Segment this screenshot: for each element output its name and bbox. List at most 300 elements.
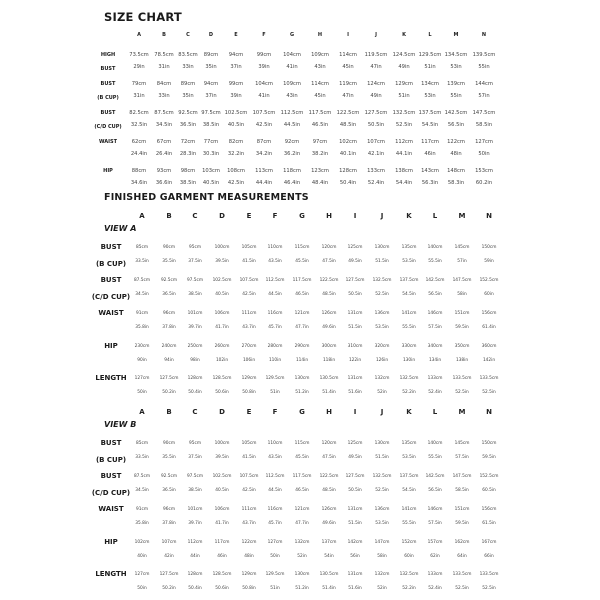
size-header: H xyxy=(326,212,332,220)
cell-in: 35.5in xyxy=(162,455,176,460)
cell-in: 51.4in xyxy=(322,586,336,591)
cell-in: 29in xyxy=(133,64,145,70)
cell-cm: 131cm xyxy=(347,376,363,381)
cell-cm: 340cm xyxy=(427,344,443,349)
size-header: E xyxy=(234,32,238,38)
cell-cm: 102cm xyxy=(134,540,150,545)
finished-garment-title: FINISHED GARMENT MEASUREMENTS xyxy=(104,192,309,203)
cell-in: 60.2in xyxy=(475,180,493,186)
cell-in: 33.5in xyxy=(135,259,149,264)
cell-cm: 122.5cm xyxy=(336,110,360,116)
cell-in: 51.6in xyxy=(348,390,362,395)
cell-in: 57.5in xyxy=(428,325,442,330)
cell-cm: 130.5cm xyxy=(319,376,339,381)
cell-cm: 128cm xyxy=(187,572,203,577)
cell-cm: 99cm xyxy=(228,81,244,87)
cell-cm: 148cm xyxy=(447,168,465,174)
cell-cm: 87.5cm xyxy=(133,278,151,283)
cell-cm: 91cm xyxy=(135,311,149,316)
cell-cm: 117.5cm xyxy=(292,474,312,479)
cell-in: 46.5in xyxy=(311,122,329,128)
cell-in: 118in xyxy=(322,358,336,363)
size-header: J xyxy=(375,32,377,38)
cell-cm: 123cm xyxy=(311,168,329,174)
cell-in: 54in xyxy=(324,554,334,559)
row-label-line: (C/D CUP) xyxy=(94,124,122,130)
cell-in: 34.2in xyxy=(255,151,273,157)
size-header: E xyxy=(246,212,252,220)
cell-cm: 114cm xyxy=(339,52,357,58)
cell-cm: 146cm xyxy=(427,507,443,512)
cell-cm: 102.5cm xyxy=(212,474,232,479)
cell-cm: 120cm xyxy=(321,441,337,446)
cell-in: 40in xyxy=(137,554,147,559)
cell-in: 40.5in xyxy=(215,488,229,493)
cell-in: 32.2in xyxy=(227,151,245,157)
cell-cm: 157cm xyxy=(427,540,443,545)
cell-in: 37.5in xyxy=(188,455,202,460)
cell-in: 54.5in xyxy=(421,122,439,128)
cell-in: 46in xyxy=(217,554,227,559)
cell-cm: 124.5cm xyxy=(392,52,416,58)
cell-cm: 360cm xyxy=(481,344,497,349)
cell-in: 142in xyxy=(482,358,496,363)
size-header: K xyxy=(402,32,406,38)
cell-cm: 82.5cm xyxy=(129,110,149,116)
cell-cm: 97.5cm xyxy=(186,278,204,283)
cell-in: 106in xyxy=(242,358,256,363)
cell-cm: 117cm xyxy=(214,540,230,545)
cell-in: 31in xyxy=(158,64,170,70)
size-header: D xyxy=(219,212,225,220)
cell-in: 50in xyxy=(478,151,490,157)
cell-in: 42.5in xyxy=(227,180,245,186)
cell-in: 37in xyxy=(230,64,242,70)
cell-cm: 133cm xyxy=(427,376,443,381)
cell-cm: 131cm xyxy=(347,311,363,316)
cell-in: 35in xyxy=(182,93,194,99)
cell-in: 54.4in xyxy=(395,180,413,186)
cell-in: 47.7in xyxy=(295,521,309,526)
cell-cm: 112cm xyxy=(187,540,203,545)
cell-cm: 133.5cm xyxy=(479,572,499,577)
cell-cm: 107cm xyxy=(367,139,385,145)
row-label-line: (B CUP) xyxy=(97,95,119,101)
size-header: L xyxy=(432,408,438,416)
cell-cm: 115cm xyxy=(294,245,310,250)
cell-cm: 270cm xyxy=(241,344,257,349)
cell-cm: 156cm xyxy=(481,507,497,512)
cell-in: 55in xyxy=(450,93,462,99)
cell-in: 48.5in xyxy=(322,488,336,493)
cell-cm: 128cm xyxy=(187,376,203,381)
cell-cm: 96cm xyxy=(162,311,176,316)
cell-in: 57in xyxy=(478,93,490,99)
cell-cm: 111cm xyxy=(241,311,257,316)
cell-cm: 88cm xyxy=(131,168,147,174)
cell-in: 51.6in xyxy=(348,586,362,591)
cell-in: 34.5in xyxy=(135,488,149,493)
cell-cm: 82cm xyxy=(228,139,244,145)
cell-in: 56.5in xyxy=(428,488,442,493)
cell-in: 57in xyxy=(457,259,467,264)
cell-cm: 132cm xyxy=(374,572,390,577)
cell-cm: 122.5cm xyxy=(319,474,339,479)
cell-in: 52.5in xyxy=(482,390,496,395)
cell-cm: 127cm xyxy=(475,139,493,145)
cell-in: 49.5in xyxy=(348,259,362,264)
row-label-line: BUST xyxy=(100,81,116,87)
cell-in: 47.5in xyxy=(322,259,336,264)
cell-cm: 121cm xyxy=(294,311,310,316)
cell-in: 55in xyxy=(478,64,490,70)
cell-in: 24.4in xyxy=(130,151,148,157)
cell-in: 59in xyxy=(484,259,494,264)
cell-cm: 125cm xyxy=(347,441,363,446)
cell-cm: 136cm xyxy=(374,507,390,512)
cell-in: 50.5in xyxy=(348,292,362,297)
size-header: J xyxy=(380,212,384,220)
cell-in: 56.5in xyxy=(428,292,442,297)
cell-in: 37in xyxy=(205,93,217,99)
cell-in: 40.5in xyxy=(227,122,245,128)
size-header: B xyxy=(166,408,172,416)
cell-in: 55.5in xyxy=(428,455,442,460)
cell-cm: 117cm xyxy=(421,139,439,145)
cell-cm: 147.5cm xyxy=(452,278,472,283)
row-label-line: HIP xyxy=(103,168,113,174)
cell-in: 50in xyxy=(137,390,147,395)
cell-in: 40.5in xyxy=(202,180,220,186)
size-header: K xyxy=(406,212,412,220)
row-label-line: WAIST xyxy=(98,309,124,317)
cell-in: 38.5in xyxy=(188,292,202,297)
cell-cm: 95cm xyxy=(188,441,202,446)
cell-in: 39in xyxy=(230,93,242,99)
row-label-line: (B CUP) xyxy=(95,456,127,464)
cell-cm: 97.5cm xyxy=(201,110,221,116)
cell-in: 51in xyxy=(270,586,280,591)
cell-cm: 97cm xyxy=(312,139,328,145)
cell-in: 41.5in xyxy=(242,259,256,264)
cell-in: 34.5in xyxy=(155,122,173,128)
size-header: G xyxy=(299,408,305,416)
cell-in: 53.5in xyxy=(375,521,389,526)
cell-cm: 152.5cm xyxy=(479,278,499,283)
cell-cm: 67cm xyxy=(156,139,172,145)
cell-in: 94in xyxy=(164,358,174,363)
size-header: I xyxy=(347,32,349,38)
cell-in: 42.5in xyxy=(242,292,256,297)
cell-cm: 126cm xyxy=(321,311,337,316)
size-header: D xyxy=(208,32,214,38)
cell-cm: 137.5cm xyxy=(399,278,419,283)
row-label-line: HIP xyxy=(104,538,118,546)
cell-in: 90in xyxy=(137,358,147,363)
cell-in: 37.8in xyxy=(162,325,176,330)
cell-cm: 105cm xyxy=(241,441,257,446)
cell-in: 51in xyxy=(424,64,436,70)
cell-cm: 127.5cm xyxy=(159,572,179,577)
cell-cm: 152cm xyxy=(401,540,417,545)
cell-in: 36.2in xyxy=(283,151,301,157)
row-label-line: LENGTH xyxy=(95,570,127,578)
cell-in: 43.5in xyxy=(268,455,282,460)
cell-in: 50.4in xyxy=(188,586,202,591)
cell-in: 58.3in xyxy=(447,180,465,186)
cell-cm: 89cm xyxy=(203,52,219,58)
cell-in: 64in xyxy=(457,554,467,559)
cell-cm: 167cm xyxy=(481,540,497,545)
cell-cm: 93cm xyxy=(156,168,172,174)
cell-cm: 112.5cm xyxy=(265,278,285,283)
cell-in: 52.5in xyxy=(375,292,389,297)
cell-cm: 127.5cm xyxy=(159,376,179,381)
cell-in: 41in xyxy=(258,93,270,99)
row-label-line: HIP xyxy=(104,342,118,350)
cell-in: 51.5in xyxy=(348,521,362,526)
row-label-line: BUST xyxy=(100,66,116,72)
cell-in: 43.5in xyxy=(268,259,282,264)
row-label-line: HIGH xyxy=(100,52,116,58)
cell-cm: 127cm xyxy=(134,376,150,381)
cell-in: 44.5in xyxy=(283,122,301,128)
cell-in: 48in xyxy=(450,151,462,157)
cell-cm: 100cm xyxy=(214,441,230,446)
size-header: A xyxy=(139,212,145,220)
cell-in: 53.5in xyxy=(402,259,416,264)
cell-in: 130in xyxy=(402,358,416,363)
cell-in: 50in xyxy=(270,554,280,559)
cell-cm: 110cm xyxy=(267,245,283,250)
cell-cm: 129.5cm xyxy=(418,52,442,58)
cell-in: 45.5in xyxy=(295,259,309,264)
cell-in: 61.5in xyxy=(482,521,496,526)
cell-in: 35.8in xyxy=(135,521,149,526)
cell-in: 46.4in xyxy=(283,180,301,186)
cell-cm: 136cm xyxy=(374,311,390,316)
size-header: N xyxy=(486,212,492,220)
cell-cm: 132.5cm xyxy=(372,278,392,283)
cell-in: 52.4in xyxy=(428,390,442,395)
cell-in: 44.4in xyxy=(255,180,273,186)
cell-in: 49.6in xyxy=(322,521,336,526)
cell-cm: 137.5cm xyxy=(399,474,419,479)
cell-cm: 133.5cm xyxy=(452,376,472,381)
cell-cm: 132.5cm xyxy=(399,572,419,577)
cell-cm: 135cm xyxy=(401,441,417,446)
cell-in: 43in xyxy=(286,93,298,99)
cell-in: 59.5in xyxy=(455,521,469,526)
cell-cm: 130.5cm xyxy=(319,572,339,577)
cell-in: 50in xyxy=(137,586,147,591)
cell-in: 30.3in xyxy=(202,151,220,157)
row-label-line: BUST xyxy=(100,110,116,116)
cell-cm: 102cm xyxy=(339,139,357,145)
cell-in: 60.5in xyxy=(482,488,496,493)
cell-in: 51.5in xyxy=(348,325,362,330)
cell-cm: 280cm xyxy=(267,344,283,349)
cell-cm: 141cm xyxy=(401,311,417,316)
cell-in: 33.5in xyxy=(135,455,149,460)
size-header: G xyxy=(289,32,295,38)
cell-cm: 104cm xyxy=(255,81,273,87)
cell-cm: 122.5cm xyxy=(319,278,339,283)
cell-in: 38.5in xyxy=(179,180,197,186)
cell-in: 41.7in xyxy=(215,521,229,526)
cell-cm: 142.5cm xyxy=(425,474,445,479)
cell-cm: 108cm xyxy=(227,168,245,174)
cell-cm: 112.5cm xyxy=(265,474,285,479)
row-label-line: (B CUP) xyxy=(95,260,127,268)
size-header: C xyxy=(192,408,198,416)
cell-in: 37.8in xyxy=(162,521,176,526)
cell-in: 49in xyxy=(370,93,382,99)
cell-cm: 85cm xyxy=(135,441,149,446)
cell-cm: 95cm xyxy=(188,245,202,250)
row-label-line: BUST xyxy=(100,472,122,480)
cell-cm: 121cm xyxy=(294,507,310,512)
size-header: D xyxy=(219,408,225,416)
cell-in: 54.5in xyxy=(402,488,416,493)
cell-in: 50.2in xyxy=(162,390,176,395)
cell-cm: 260cm xyxy=(214,344,230,349)
cell-in: 51.4in xyxy=(322,390,336,395)
cell-cm: 113cm xyxy=(255,168,273,174)
size-header: I xyxy=(353,212,357,220)
cell-in: 52.5in xyxy=(375,488,389,493)
cell-in: 52in xyxy=(297,554,307,559)
cell-cm: 124cm xyxy=(367,81,385,87)
cell-cm: 151cm xyxy=(454,311,470,316)
cell-cm: 101cm xyxy=(187,507,203,512)
cell-cm: 120cm xyxy=(321,245,337,250)
cell-cm: 230cm xyxy=(134,344,150,349)
cell-cm: 119.5cm xyxy=(364,52,388,58)
cell-in: 43.7in xyxy=(242,521,256,526)
cell-cm: 110cm xyxy=(267,441,283,446)
cell-cm: 105cm xyxy=(241,245,257,250)
cell-cm: 117.5cm xyxy=(292,278,312,283)
cell-in: 66in xyxy=(484,554,494,559)
cell-cm: 98cm xyxy=(180,168,196,174)
cell-cm: 117.5cm xyxy=(308,110,332,116)
size-header: L xyxy=(428,32,432,38)
cell-cm: 150cm xyxy=(481,441,497,446)
size-header: C xyxy=(192,212,198,220)
size-header: B xyxy=(162,32,166,38)
cell-in: 53in xyxy=(424,93,436,99)
cell-cm: 128cm xyxy=(339,168,357,174)
cell-in: 51in xyxy=(398,93,410,99)
cell-in: 52.5in xyxy=(455,586,469,591)
cell-in: 33in xyxy=(182,64,194,70)
cell-in: 50.6in xyxy=(215,586,229,591)
cell-in: 56.5in xyxy=(447,122,465,128)
cell-cm: 150cm xyxy=(481,245,497,250)
cell-in: 38.5in xyxy=(202,122,220,128)
row-label-line: (C/D CUP) xyxy=(91,293,131,301)
cell-in: 39in xyxy=(258,64,270,70)
cell-in: 35.8in xyxy=(135,325,149,330)
cell-in: 50.8in xyxy=(242,586,256,591)
cell-in: 46in xyxy=(424,151,436,157)
cell-cm: 79cm xyxy=(131,81,147,87)
cell-in: 61.4in xyxy=(482,325,496,330)
cell-in: 43.7in xyxy=(242,325,256,330)
cell-in: 56.3in xyxy=(421,180,439,186)
cell-in: 110in xyxy=(268,358,282,363)
cell-in: 102in xyxy=(215,358,229,363)
cell-in: 36.6in xyxy=(155,180,173,186)
cell-cm: 107.5cm xyxy=(252,110,276,116)
size-chart-title: SIZE CHART xyxy=(104,10,182,24)
cell-cm: 145cm xyxy=(454,441,470,446)
cell-cm: 152.5cm xyxy=(479,474,499,479)
cell-in: 55.5in xyxy=(428,259,442,264)
row-label-line: BUST xyxy=(100,276,122,284)
cell-in: 40.5in xyxy=(215,292,229,297)
cell-cm: 129cm xyxy=(241,376,257,381)
cell-in: 58.5in xyxy=(475,122,493,128)
cell-cm: 140cm xyxy=(427,441,443,446)
cell-in: 47.7in xyxy=(295,325,309,330)
cell-in: 36.5in xyxy=(162,488,176,493)
cell-cm: 102.5cm xyxy=(224,110,248,116)
cell-in: 98in xyxy=(190,358,200,363)
cell-cm: 147.5cm xyxy=(452,474,472,479)
cell-in: 47in xyxy=(370,64,382,70)
cell-cm: 142.5cm xyxy=(425,278,445,283)
size-header: M xyxy=(458,408,466,416)
cell-in: 52.4in xyxy=(428,586,442,591)
cell-in: 50.8in xyxy=(242,390,256,395)
cell-in: 50.4in xyxy=(339,180,357,186)
cell-cm: 125cm xyxy=(347,245,363,250)
cell-cm: 240cm xyxy=(161,344,177,349)
cell-in: 37.5in xyxy=(188,259,202,264)
row-label-line: LENGTH xyxy=(95,374,127,382)
cell-in: 50.4in xyxy=(188,390,202,395)
cell-in: 38.2in xyxy=(311,151,329,157)
cell-in: 56in xyxy=(350,554,360,559)
cell-cm: 77cm xyxy=(203,139,219,145)
cell-cm: 127.5cm xyxy=(345,474,365,479)
cell-in: 60in xyxy=(404,554,414,559)
cell-cm: 103cm xyxy=(202,168,220,174)
cell-in: 42.5in xyxy=(255,122,273,128)
cell-in: 134in xyxy=(428,358,442,363)
size-header: I xyxy=(353,408,357,416)
size-header: L xyxy=(432,212,438,220)
size-header: M xyxy=(458,212,466,220)
cell-cm: 153cm xyxy=(475,168,493,174)
cell-cm: 122cm xyxy=(241,540,257,545)
cell-in: 50.5in xyxy=(367,122,385,128)
cell-cm: 127cm xyxy=(134,572,150,577)
cell-cm: 78.5cm xyxy=(154,52,174,58)
cell-in: 49.6in xyxy=(322,325,336,330)
cell-in: 52.2in xyxy=(402,390,416,395)
cell-in: 53.5in xyxy=(402,455,416,460)
cell-cm: 133.5cm xyxy=(452,572,472,577)
cell-cm: 133.5cm xyxy=(479,376,499,381)
view-label: VIEW A xyxy=(104,224,137,233)
cell-in: 45in xyxy=(314,93,326,99)
cell-in: 44in xyxy=(190,554,200,559)
cell-cm: 162cm xyxy=(454,540,470,545)
cell-in: 59.5in xyxy=(482,455,496,460)
